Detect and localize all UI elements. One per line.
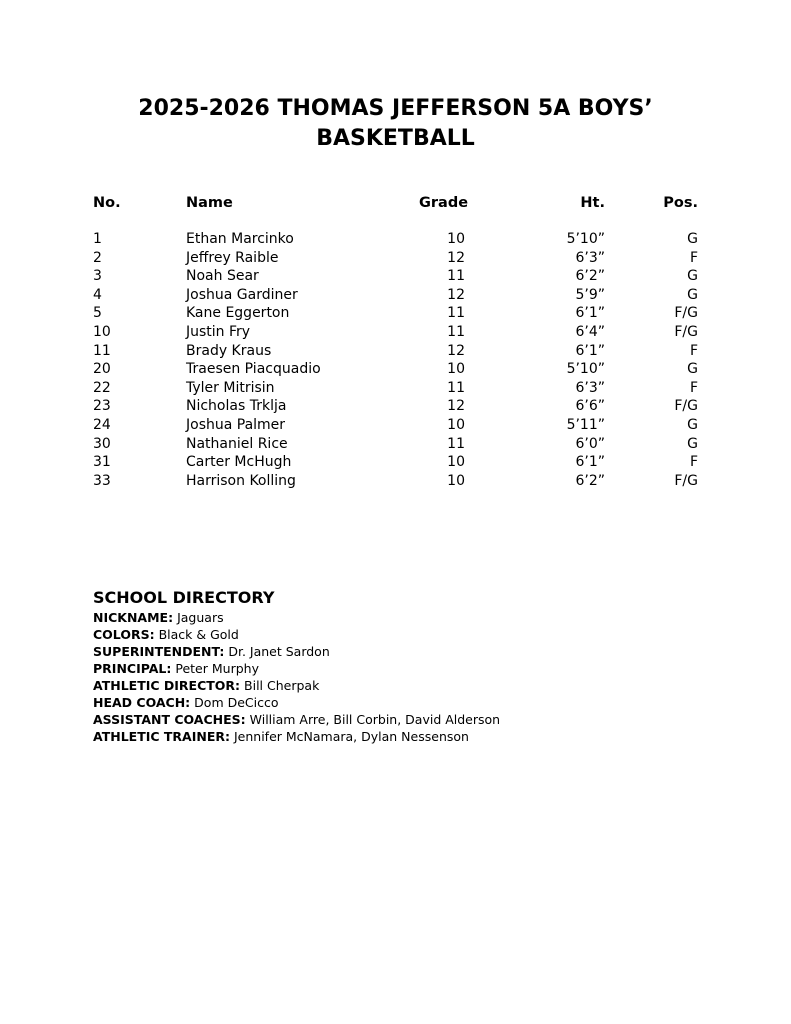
table-row — [93, 416, 698, 435]
player-height: 5’10” — [566, 361, 605, 378]
player-number: 20 — [93, 361, 111, 378]
player-position: F/G — [674, 398, 698, 415]
table-row — [93, 360, 698, 379]
header-name: Name — [186, 195, 233, 211]
player-grade: 11 — [447, 435, 465, 452]
player-name: Nathaniel Rice — [186, 435, 288, 452]
roster-body — [93, 230, 698, 490]
table-row — [93, 472, 698, 491]
table-row — [93, 342, 698, 361]
directory-label: ATHLETIC DIRECTOR: — [93, 678, 241, 693]
directory-label: ASSISTANT COACHES: — [93, 712, 246, 727]
directory-label: ATHLETIC TRAINER: — [93, 729, 230, 744]
player-name: Justin Fry — [186, 323, 251, 340]
player-number: 31 — [93, 454, 111, 471]
player-height: 6’4” — [575, 323, 605, 340]
player-position: G — [687, 361, 698, 378]
player-height: 6’6” — [575, 398, 605, 415]
player-name: Nicholas Trklja — [186, 398, 287, 415]
header-grade: Grade — [419, 195, 469, 211]
table-row — [93, 435, 698, 454]
directory-title: SCHOOL DIRECTORY — [93, 588, 275, 607]
player-number: 24 — [93, 416, 111, 433]
directory-entry — [93, 728, 713, 745]
directory-entry — [93, 626, 713, 643]
player-position: F — [689, 249, 698, 266]
player-position: F/G — [674, 305, 698, 322]
player-name: Ethan Marcinko — [186, 231, 294, 247]
player-grade: 11 — [447, 323, 465, 340]
directory-label: SUPERINTENDENT: — [93, 644, 225, 659]
directory-value: Jaguars — [177, 610, 224, 625]
directory-label: NICKNAME: — [93, 610, 174, 625]
directory-value: Jennifer McNamara, Dylan Nessenson — [233, 729, 469, 744]
player-number: 2 — [93, 249, 102, 266]
player-number: 10 — [93, 323, 111, 340]
directory-entries — [93, 609, 713, 745]
player-height: 6’1” — [575, 305, 605, 322]
player-grade: 11 — [447, 379, 465, 396]
player-height: 6’3” — [575, 249, 605, 266]
player-name: Carter McHugh — [186, 454, 292, 471]
table-row — [93, 267, 698, 286]
table-row — [93, 286, 698, 305]
player-grade: 11 — [447, 305, 465, 322]
player-position: F — [689, 379, 698, 396]
player-position: F/G — [674, 472, 698, 489]
directory-entry — [93, 643, 713, 660]
player-position: G — [687, 231, 698, 247]
table-row — [93, 230, 698, 249]
player-number: 5 — [93, 305, 102, 322]
player-number: 1 — [93, 231, 102, 247]
player-position: G — [687, 286, 698, 303]
table-row — [93, 379, 698, 398]
directory-entry — [93, 609, 713, 626]
directory-entry — [93, 711, 713, 728]
directory-value: Peter Murphy — [175, 661, 259, 676]
player-name: Brady Kraus — [186, 342, 272, 359]
page-title-line-2: BASKETBALL — [316, 126, 475, 151]
table-row — [93, 453, 698, 472]
table-row — [93, 304, 698, 323]
player-height: 6’2” — [575, 268, 605, 285]
player-name: Jeffrey Raible — [186, 249, 279, 266]
player-height: 5’10” — [566, 231, 605, 247]
directory-value: Dr. Janet Sardon — [228, 644, 330, 659]
directory-entry — [93, 677, 713, 694]
player-grade: 10 — [447, 231, 465, 247]
player-height: 5’9” — [575, 286, 605, 303]
roster-table — [93, 192, 698, 490]
player-grade: 12 — [447, 398, 465, 415]
table-row — [93, 323, 698, 342]
player-number: 33 — [93, 472, 111, 489]
player-grade: 12 — [447, 286, 465, 303]
player-height: 5’11” — [566, 416, 605, 433]
player-position: G — [687, 435, 698, 452]
directory-entry — [93, 660, 713, 677]
page-title — [0, 94, 791, 154]
player-grade: 11 — [447, 268, 465, 285]
header-no: No. — [93, 195, 121, 211]
player-name: Noah Sear — [186, 268, 259, 285]
player-name: Harrison Kolling — [186, 472, 296, 489]
player-height: 6’3” — [575, 379, 605, 396]
player-position: G — [687, 268, 698, 285]
player-height: 6’1” — [575, 454, 605, 471]
table-row — [93, 249, 698, 268]
player-position: F — [689, 454, 698, 471]
player-number: 23 — [93, 398, 111, 415]
player-number: 3 — [93, 268, 102, 285]
directory-value: Dom DeCicco — [194, 695, 279, 710]
player-number: 11 — [93, 342, 111, 359]
player-grade: 12 — [447, 249, 465, 266]
player-position: F — [689, 342, 698, 359]
directory-label: PRINCIPAL: — [93, 661, 172, 676]
directory-value: William Arre, Bill Corbin, David Alderson — [249, 712, 501, 727]
player-grade: 10 — [447, 454, 465, 471]
player-number: 4 — [93, 286, 102, 303]
page-title-line-1: 2025-2026 THOMAS JEFFERSON 5A BOYS’ — [138, 96, 653, 121]
player-position: G — [687, 416, 698, 433]
player-name: Traesen Piacquadio — [186, 361, 321, 378]
player-number: 22 — [93, 379, 111, 396]
directory-value: Black & Gold — [158, 627, 239, 642]
player-grade: 12 — [447, 342, 465, 359]
player-position: F/G — [674, 323, 698, 340]
roster-header-row — [93, 192, 698, 214]
player-name: Tyler Mitrisin — [186, 379, 275, 396]
school-directory — [93, 587, 713, 745]
player-name: Joshua Palmer — [186, 416, 286, 433]
header-position: Pos. — [663, 195, 698, 211]
player-height: 6’0” — [575, 435, 605, 452]
player-name: Kane Eggerton — [186, 305, 290, 322]
directory-label: HEAD COACH: — [93, 695, 191, 710]
directory-entry — [93, 694, 713, 711]
table-row — [93, 397, 698, 416]
player-number: 30 — [93, 435, 111, 452]
player-height: 6’1” — [575, 342, 605, 359]
player-grade: 10 — [447, 472, 465, 489]
player-grade: 10 — [447, 416, 465, 433]
player-name: Joshua Gardiner — [186, 286, 298, 303]
player-height: 6’2” — [575, 472, 605, 489]
header-height: Ht. — [580, 195, 605, 211]
directory-value: Bill Cherpak — [244, 678, 320, 693]
directory-label: COLORS: — [93, 627, 155, 642]
player-grade: 10 — [447, 361, 465, 378]
